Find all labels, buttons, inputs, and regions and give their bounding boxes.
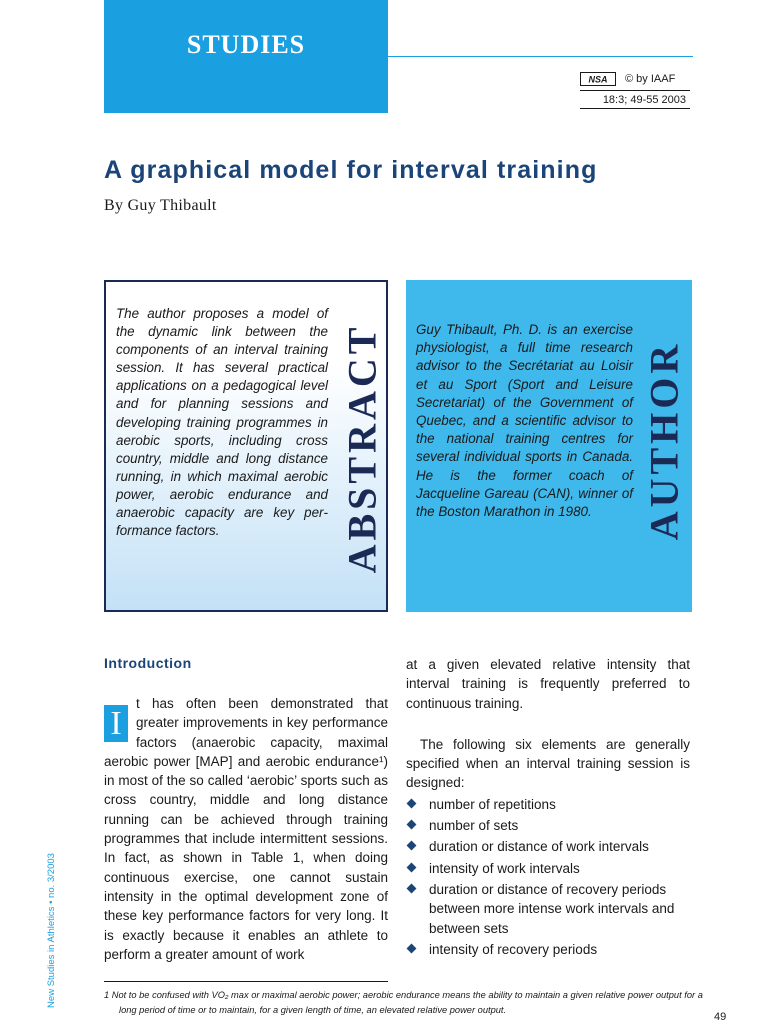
- elements-list: [406, 795, 690, 959]
- publication-info: [580, 70, 690, 109]
- abstract-text: The author proposes a model of the dynamic link between the components of an interval training session. It has several practical applications on a pedagogical level and for planning sessions and developing training programmes in aerobic sports, including cross country, middle and long distance running, in which maximal aerobic power, aerobic endurance and anaerobic capacity are key performance factors.: [116, 306, 328, 539]
- diamond-bullet-icon: [407, 820, 417, 830]
- article-title: A graphical model for interval training: [104, 156, 598, 184]
- header-rule: [388, 56, 693, 57]
- byline: By Guy Thibault: [104, 197, 217, 214]
- author-bio: Guy Thibault, Ph. D. is an exercise physiologist, a full time research advisor to the Secrétariat au Loisir et au Sport (Sport and Leisure Secretariat) of the Government of Quebec, and a scientific advisor to the national training centres for several individual sports in Canada. He is the former coach of Jacqueline Gareau (CAN), winner of the Boston Marathon in 1980.: [416, 322, 633, 520]
- list-item: duration or distance of work intervals: [406, 837, 690, 856]
- list-item: intensity of work intervals: [406, 859, 690, 878]
- rule: [580, 90, 690, 91]
- section-label: STUDIES: [186, 30, 306, 59]
- diamond-bullet-icon: [407, 798, 417, 808]
- abstract-label-container: [339, 294, 385, 602]
- drop-cap: I: [104, 705, 128, 742]
- elements-paragraph: The following six elements are generally specified when an interval training session is designed:: [406, 736, 690, 791]
- list-item: intensity of recovery periods: [406, 940, 690, 959]
- journal-side-label-container: [44, 840, 58, 1020]
- diamond-bullet-icon: [407, 943, 417, 953]
- author-box: [406, 280, 692, 612]
- diamond-bullet-icon: [407, 841, 417, 851]
- abstract-box: [104, 280, 388, 612]
- diamond-bullet-icon: [407, 862, 417, 872]
- list-item: number of sets: [406, 816, 690, 835]
- nsa-logo-lettering: NSA: [588, 74, 608, 84]
- diamond-bullet-icon: [407, 884, 417, 894]
- left-column: [104, 694, 388, 964]
- intro-paragraph: t has often been demonstrated that greater improvements in key performance factors (anaerobic capacity, maximal aerobic power [MAP] and aerobic endurance¹) in most of the so called ‘aerobic’ sports such as cross country, middle and long distance running can be achieved through training programmes that include intermittent sessions. In fact, as shown in Table 1, when doing continuous exercise, one cannot sustain intensity in the optimal development zone of these key performance factors for very long. It is exactly because it enables an athlete to perform a greater amount of work: [104, 696, 388, 962]
- footnote-rule: [104, 981, 388, 982]
- copyright: © by IAAF: [625, 73, 676, 85]
- section-band: [104, 0, 388, 113]
- intro-paragraph-continued: at a given elevated relative intensity that interval training is frequently preferred to continuous training.: [406, 657, 690, 711]
- section-heading: Introduction: [104, 655, 192, 671]
- author-label: AUTHOR: [641, 340, 687, 540]
- abstract-label: ABSTRACT: [339, 323, 385, 573]
- right-column: [406, 655, 690, 961]
- list-item: duration or distance of recovery periods between more intense work intervals and between sets: [406, 880, 690, 938]
- volume-info: 18:3; 49-55 2003: [602, 94, 686, 106]
- footnote: 1 Not to be confused with VO₂ max or maximal aerobic power; aerobic endurance means the ability to maintain a given relative power output for a long period of time or to maintain, for a given length of time, an elevated relative power output.: [104, 990, 703, 1015]
- author-label-container: [641, 320, 687, 560]
- nsa-logo-icon: [580, 72, 616, 86]
- list-item: number of repetitions: [406, 795, 690, 814]
- journal-side-label: New Studies in Athletics • no. 3/2003: [45, 852, 57, 1008]
- rule: [580, 108, 690, 109]
- page-number: 49: [714, 1011, 727, 1023]
